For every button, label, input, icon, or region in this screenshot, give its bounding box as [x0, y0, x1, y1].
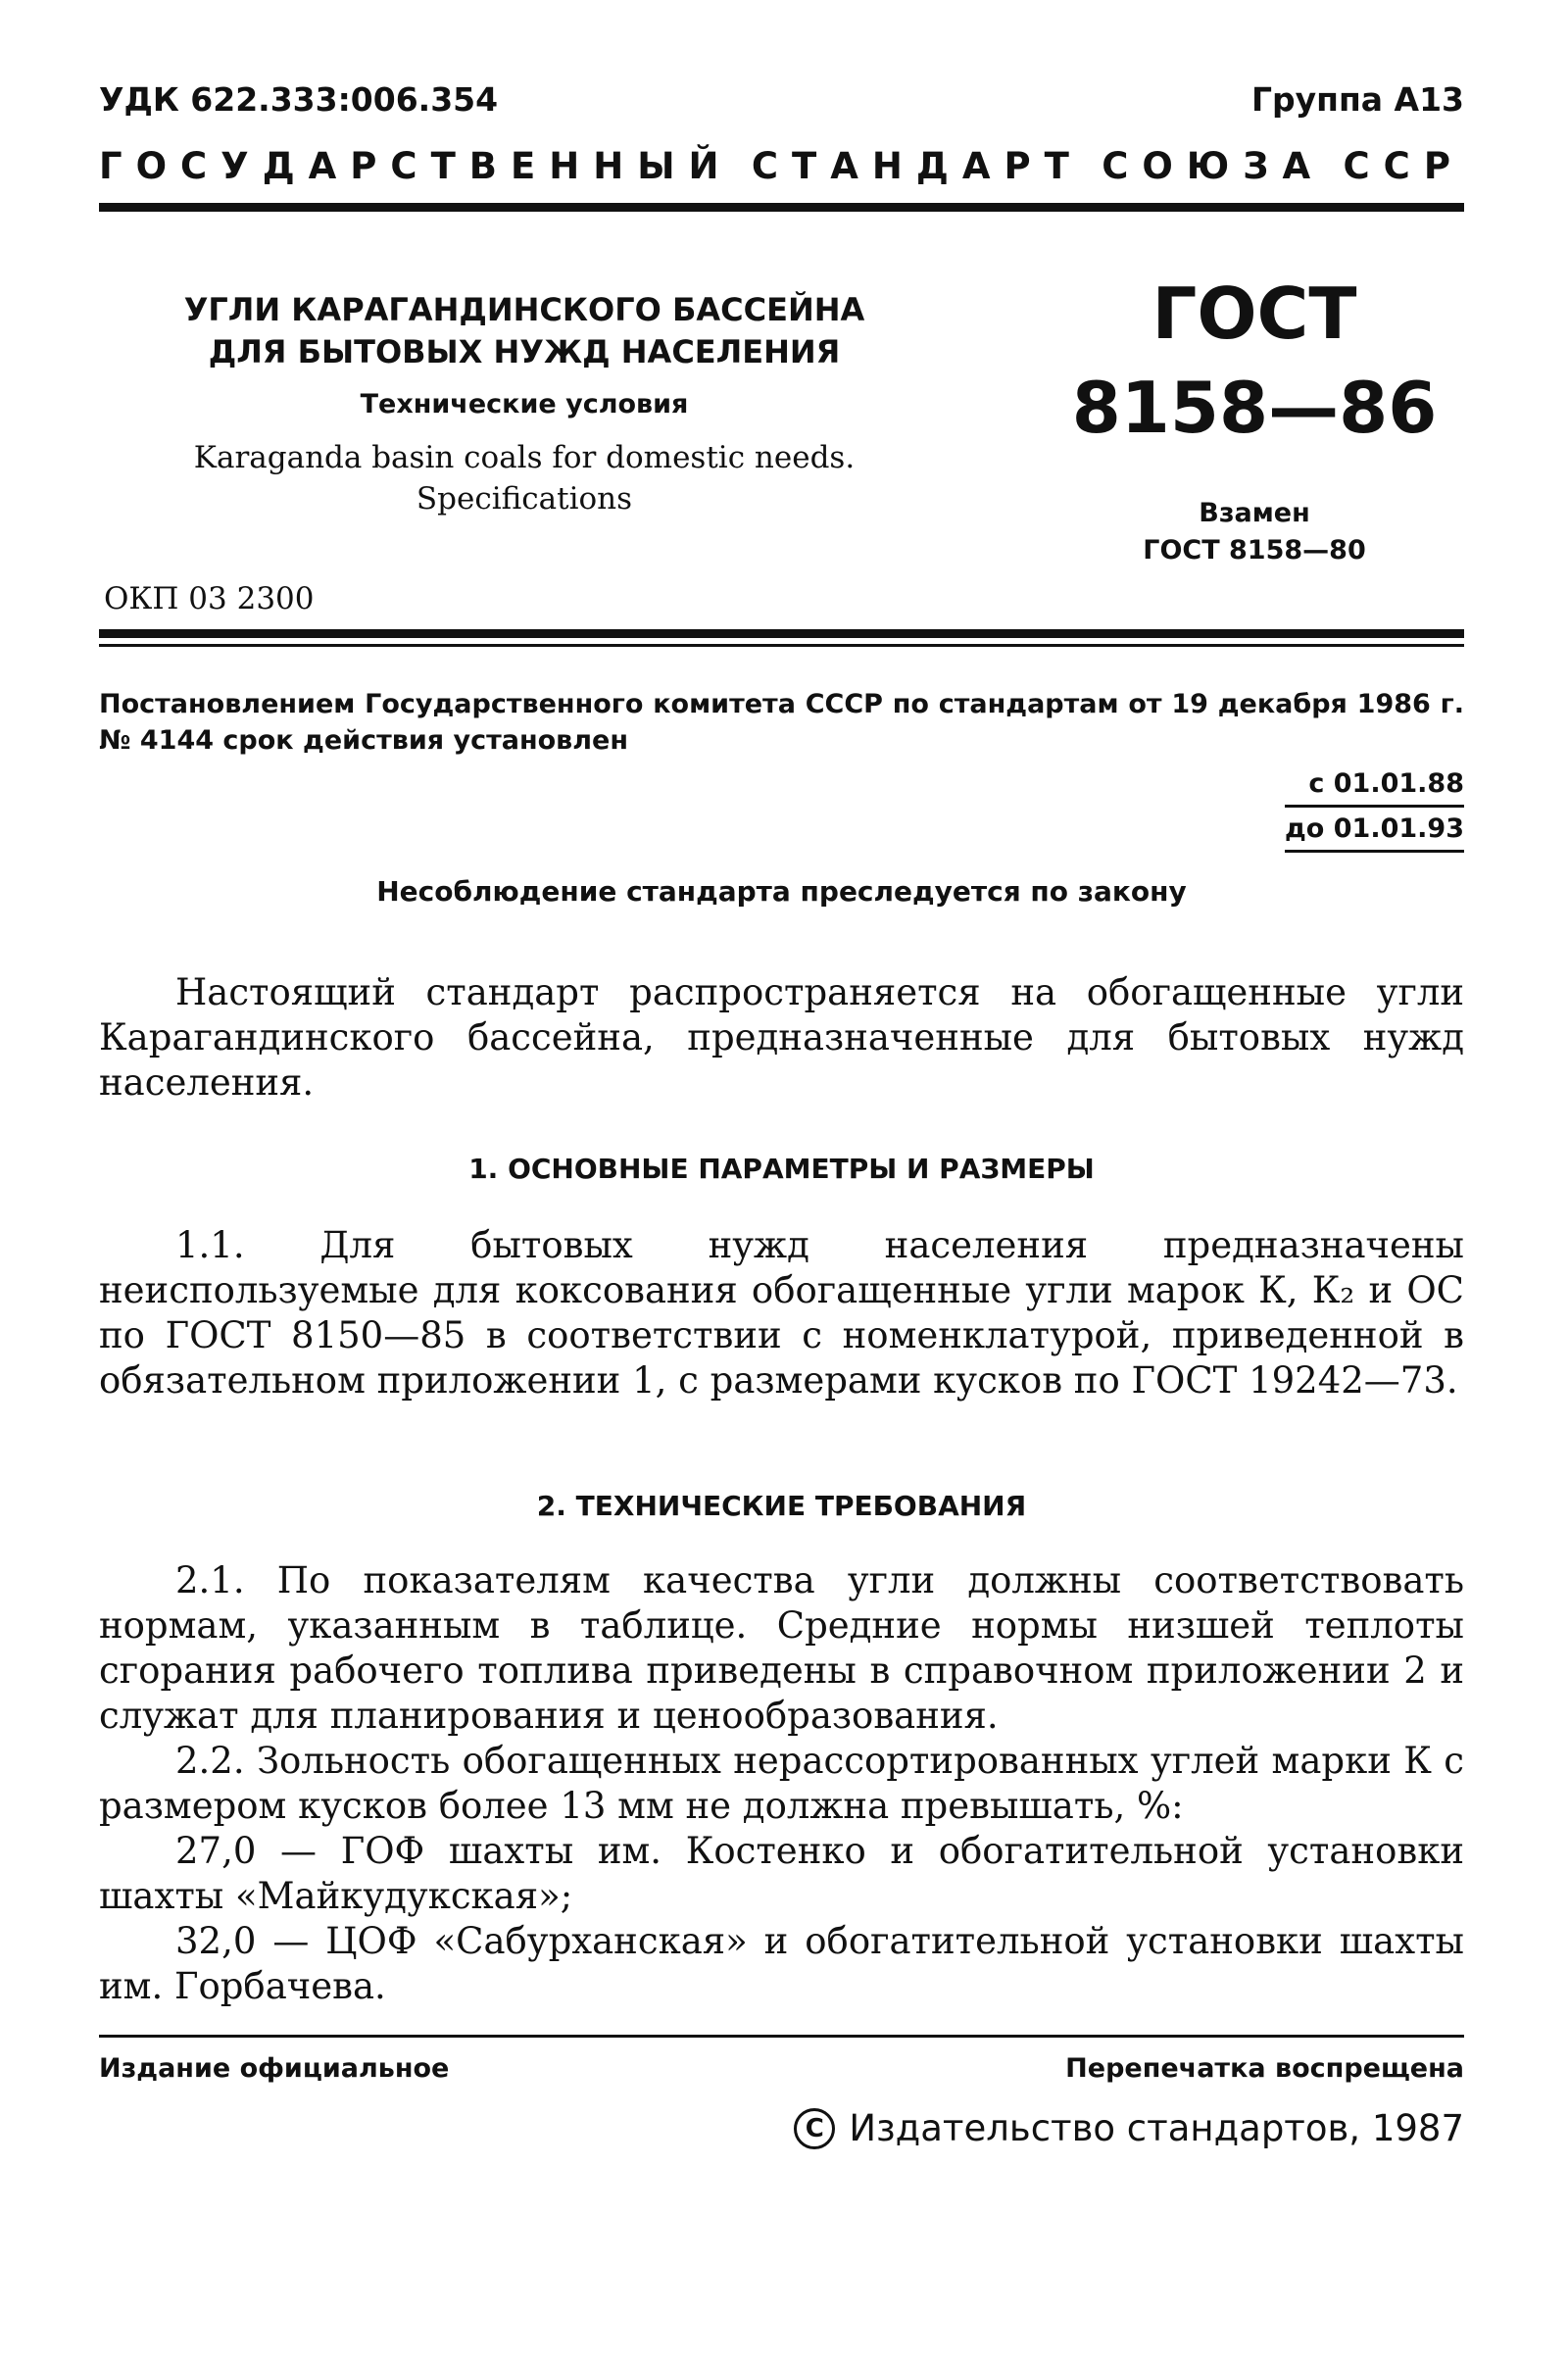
state-standard-banner [99, 145, 1464, 187]
valid-to: до 01.01.93 [1285, 808, 1464, 853]
replaces-label: Взамен [1199, 498, 1310, 528]
paragraph-2-2-item-2: 32,0 — ЦОФ «Сабурханская» и обогатительной установки шахты им. Горбачева. [99, 1920, 1464, 2007]
valid-from: с 01.01.88 [1285, 763, 1464, 808]
paragraph-1-1: 1.1. Для бытовых нужд населения предназначены неиспользуемые для коксования обогащенные угли марок К, К₂ и ОС по ГОСТ 8150—85 в соответствии с номенклатурой, приведенной в обязательном приложении 1, с размерами кусков по ГОСТ 19242—73. [99, 1224, 1464, 1402]
copyright-icon: С [794, 2108, 835, 2149]
banner-word-3: СОЮЗА [1102, 145, 1325, 187]
banner-word-2: СТАНДАРТ [751, 145, 1083, 187]
gost-number: 8158—86 [1071, 367, 1438, 449]
title-line-2: ДЛЯ БЫТОВЫХ НУЖД НАСЕЛЕНИЯ [208, 333, 841, 370]
intro-paragraph: Настоящий стандарт распространяется на обогащенные угли Карагандинского бассейна, предназначенные для бытовых нужд населения. [99, 971, 1464, 1104]
publisher-name: Издательство стандартов, 1987 [849, 2107, 1464, 2149]
group-code: Группа А13 [1251, 80, 1464, 119]
paragraph-2-1: 2.1. По показателям качества угли должны соответствовать нормам, указанным в таблице. Средние нормы низшей теплоты сгорания рабочего топлива приведены в справочном приложении 2 и служат для планирования и ценообразования. [99, 1559, 1464, 1737]
document-subtitle: Технические условия [360, 389, 689, 419]
replaces-block [1049, 495, 1460, 569]
decree-text: Постановлением Государственного комитета СССР по стандартам от 19 декабря 1986 г. № 4144 срок действия установлен [99, 689, 1464, 756]
title-line-1: УГЛИ КАРАГАНДИНСКОГО БАССЕЙНА [183, 291, 865, 328]
okp-code: ОКП 03 2300 [104, 581, 315, 616]
paragraph-2-2-item-1: 27,0 — ГОФ шахты им. Костенко и обогатительной установки шахты «Майкудукская»; [99, 1830, 1464, 1917]
section-2-heading: 2. ТЕХНИЧЕСКИЕ ТРЕБОВАНИЯ [536, 1490, 1027, 1522]
banner-word-1: ГОСУДАРСТВЕННЫЙ [99, 145, 733, 187]
english-title-line-2: Specifications [416, 481, 633, 517]
gost-label: ГОСТ [1152, 272, 1357, 355]
udk-code: УДК 622.333:006.354 [99, 80, 499, 119]
publisher-line [794, 2107, 1464, 2149]
english-title-line-1: Karaganda basin coals for domestic needs. [193, 440, 856, 475]
english-title [147, 437, 902, 519]
section-1-heading: 1. ОСНОВНЫЕ ПАРАМЕТРЫ И РАЗМЕРЫ [468, 1153, 1095, 1185]
title-divider [99, 629, 1464, 638]
banner-word-4: ССР [1343, 145, 1464, 187]
validity-dates [1285, 763, 1464, 853]
header-divider [99, 203, 1464, 212]
replaces-value: ГОСТ 8158—80 [1143, 535, 1366, 566]
official-edition: Издание официальное [99, 2053, 450, 2084]
footer-divider [99, 2035, 1464, 2038]
law-notice: Несоблюдение стандарта преследуется по закону [376, 875, 1187, 908]
title-divider-thin [99, 644, 1464, 647]
gost-designation [1049, 267, 1460, 455]
paragraph-2-2: 2.2. Зольность обогащенных нерассортированных углей марки К с размером кусков более 13 мм не должна превышать, %: [99, 1740, 1464, 1827]
reprint-notice: Перепечатка воспрещена [1065, 2053, 1464, 2084]
document-title [147, 289, 902, 373]
